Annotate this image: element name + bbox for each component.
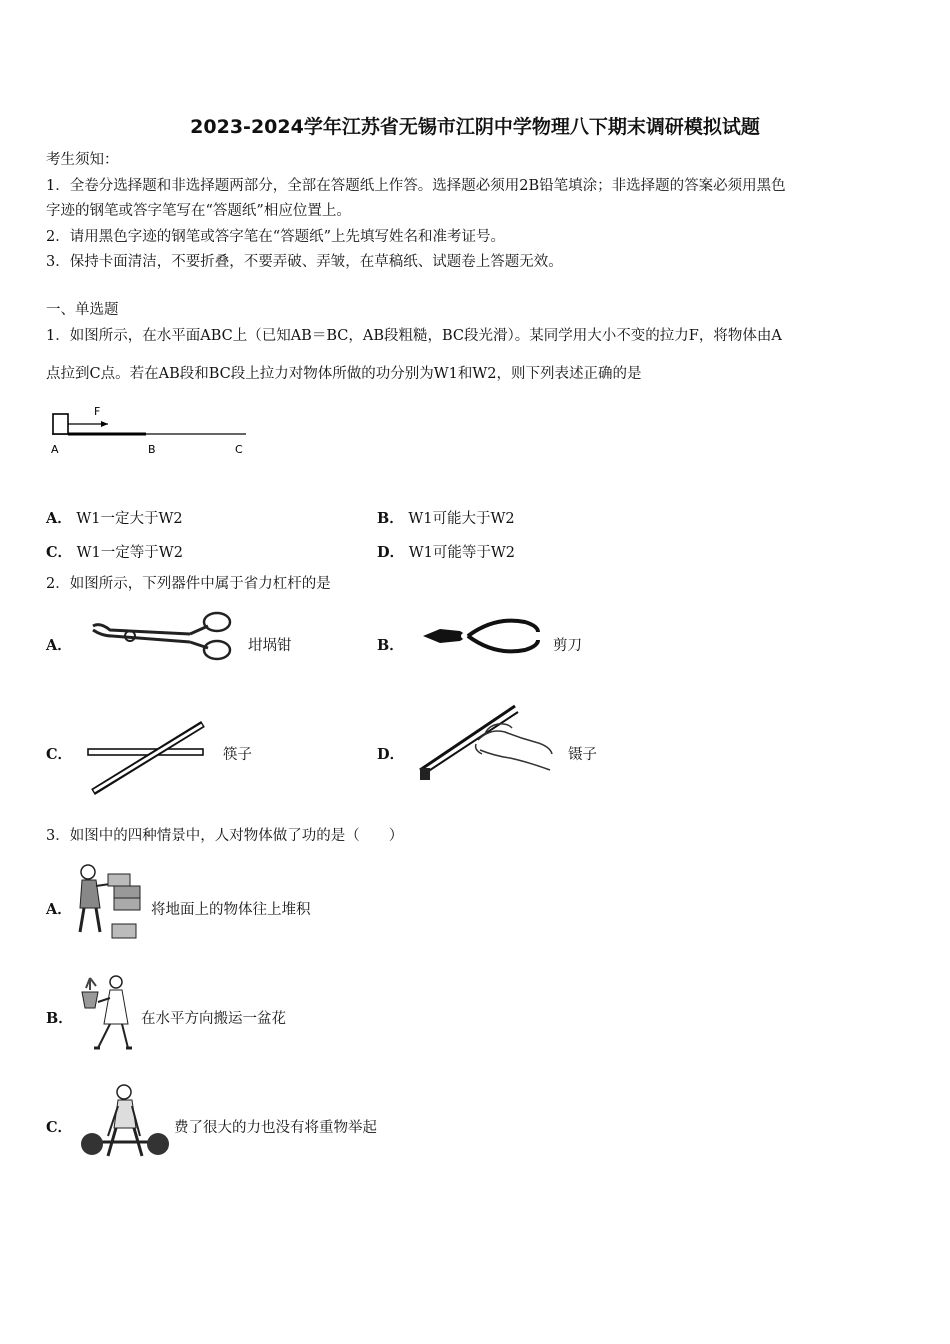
- q1-stem-line-2: 点拉到C点。若在AB段和BC段上拉力对物体所做的功分别为W1和W2，则下列表述正确的是: [46, 366, 642, 382]
- point-b-label: B: [148, 443, 156, 456]
- carrying-flowerpot-icon: [76, 972, 134, 1056]
- q1-stem-line-1: 1．如图所示，在水平面ABC上（已知AB＝BC，AB段粗糙，BC段光滑）。某同学用大小不变的拉力F，将物体由A: [46, 328, 782, 344]
- q2-option-c[interactable]: C．: [46, 746, 73, 763]
- q1-option-b[interactable]: B． W1可能大于W2: [377, 510, 515, 527]
- page-title: 2023-2024学年江苏省无锡市江阴中学物理八下期末调研模拟试题: [190, 116, 760, 138]
- q1-option-d[interactable]: D． W1可能等于W2: [377, 544, 515, 561]
- q3-option-c[interactable]: C．: [46, 1119, 73, 1136]
- notice-heading: 考生须知：: [46, 152, 119, 168]
- force-label: F: [94, 405, 101, 418]
- stacking-boxes-icon: [74, 860, 148, 946]
- q3-option-b[interactable]: B．: [46, 1010, 73, 1027]
- notice-line-1: 1．全卷分选择题和非选择题两部分，全部在答题纸上作答。选择题必须用2B铅笔填涂；非选择题的答案必须用黑色: [46, 178, 786, 194]
- q2-option-a[interactable]: A．: [46, 637, 72, 654]
- notice-line-2: 2．请用黑色字迹的钢笔或答字笔在“答题纸”上先填写姓名和准考证号。: [46, 229, 506, 245]
- point-a-label: A: [51, 443, 59, 456]
- section-heading: 一、单选题: [46, 302, 119, 318]
- q2-option-b-label: 剪刀: [553, 638, 582, 654]
- point-c-label: C: [235, 443, 243, 456]
- lifting-barbell-icon: [78, 1078, 172, 1164]
- q2-option-a-label: 坩埚钳: [248, 638, 292, 654]
- q1-option-c[interactable]: C． W1一定等于W2: [46, 544, 183, 561]
- force-arrowhead: [101, 421, 108, 427]
- q3-option-b-label: 在水平方向搬运一盆花: [141, 1011, 286, 1027]
- tweezers-icon: [410, 698, 560, 798]
- block: [53, 414, 68, 434]
- q1-option-a[interactable]: A． W1一定大于W2: [46, 510, 183, 527]
- notice-line-1b: 字迹的钢笔或答字笔写在“答题纸”相应位置上。: [46, 203, 351, 219]
- chopsticks-icon: [85, 718, 210, 798]
- q3-option-a[interactable]: A．: [46, 901, 72, 918]
- q3-stem: 3．如图中的四种情景中，人对物体做了功的是（ ）: [46, 828, 404, 844]
- scissors-icon: [420, 614, 545, 659]
- q2-option-d[interactable]: D．: [377, 746, 405, 763]
- q3-option-a-label: 将地面上的物体往上堆积: [151, 902, 311, 918]
- q2-option-b[interactable]: B．: [377, 637, 404, 654]
- crucible-tongs-icon: [90, 608, 240, 663]
- q1-figure: [46, 402, 256, 462]
- notice-line-3: 3．保持卡面清洁，不要折叠，不要弄破、弄皱，在草稿纸、试题卷上答题无效。: [46, 254, 563, 270]
- q2-option-c-label: 筷子: [223, 747, 252, 763]
- q2-option-d-label: 镊子: [568, 747, 597, 763]
- q2-stem: 2．如图所示，下列器件中属于省力杠杆的是: [46, 576, 331, 592]
- q3-option-c-label: 费了很大的力也没有将重物举起: [174, 1120, 377, 1136]
